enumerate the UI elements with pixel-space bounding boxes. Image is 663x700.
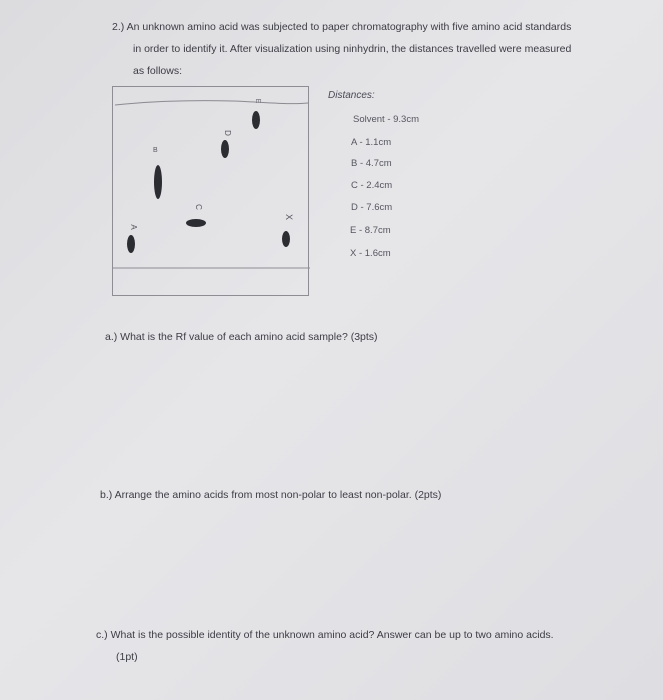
question-line-2: in order to identify it. After visualization using ninhydrin, the distances travelled were measured (133, 43, 572, 55)
question-intro (112, 20, 632, 78)
distance-d: D - 7.6cm (351, 202, 393, 213)
distance-c: C - 2.4cm (351, 180, 393, 191)
question-part-c (96, 628, 554, 664)
spot-d (221, 140, 229, 158)
question-line-3: as follows: (133, 65, 183, 77)
chromatography-plate (112, 86, 309, 296)
label-b: B (153, 147, 158, 154)
spot-x (282, 231, 290, 247)
label-a: A (129, 224, 138, 230)
label-d: D (223, 130, 232, 136)
spot-a (127, 235, 135, 253)
label-x: X (284, 213, 294, 221)
question-part-b: b.) Arrange the amino acids from most non-polar to least non-polar. (2pts) (100, 489, 442, 501)
distance-e: E - 8.7cm (350, 225, 391, 236)
label-c: C (194, 204, 203, 210)
question-part-a: a.) What is the Rf value of each amino acid sample? (3pts) (105, 331, 378, 343)
spot-c (186, 219, 206, 227)
question-part-c-line-2: (1pt) (116, 651, 138, 663)
label-e: E (254, 98, 261, 104)
chromatography-plate-drawing (113, 87, 310, 297)
distance-b: B - 4.7cm (351, 158, 392, 169)
distance-x: X - 1.6cm (350, 248, 391, 259)
distance-a: A - 1.1cm (351, 137, 392, 148)
question-part-c-line-1: c.) What is the possible identity of the unknown amino acid? Answer can be up to two amino acids. (96, 629, 554, 641)
question-line-1: 2.) An unknown amino acid was subjected to paper chromatography with five amino acid standards (112, 21, 572, 33)
distance-solvent: Solvent - 9.3cm (353, 114, 419, 125)
spot-b (154, 165, 162, 199)
spot-e (252, 111, 260, 129)
distances-title: Distances: (328, 90, 375, 101)
solvent-front-line (115, 98, 308, 105)
